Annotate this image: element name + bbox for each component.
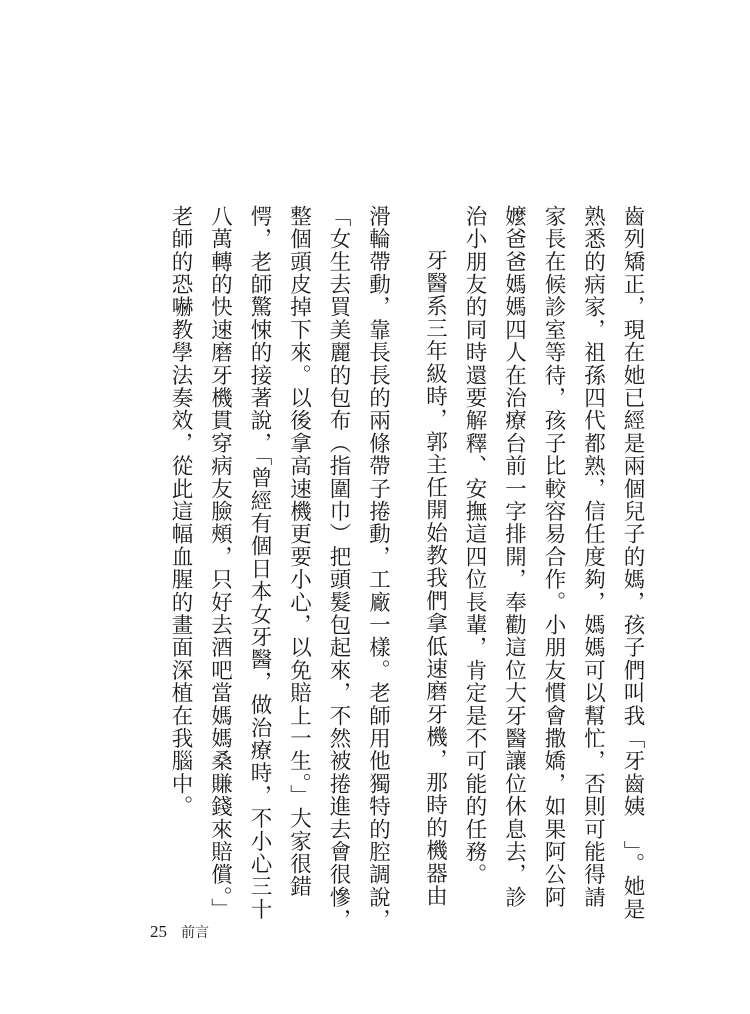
text-column: 「女生去買美麗的包布（指圍巾）把頭髮包起來，不然被捲進去會很慘， [326, 205, 351, 932]
text-column: 八萬轉的快速磨牙機貫穿病友臉頰，只好去酒吧當媽媽桑賺錢來賠償。」 [207, 205, 233, 921]
text-column: 治小朋友的同時還要解釋、安撫這四位長輩，肯定是不可能的任務。 [462, 205, 487, 886]
page-number: 25 [150, 922, 167, 941]
text-column: 熟悉的病家，祖孫四代都熟，信任度夠，媽媽可以幫忙，否則可能得請 [580, 205, 606, 909]
section-title: 前言 [181, 925, 209, 941]
text-column: 整個頭皮掉下來。以後拿高速機更要小心，以免賠上一生。」大家很錯 [286, 205, 312, 898]
text-column: 家長在候診室等待，孩子比較容易合作。小朋友慣會撒嬌，如果阿公阿 [541, 205, 566, 909]
text-column: 老師的恐嚇教學法奏效，從此這幅血腥的畫面深植在我腦中。 [168, 205, 193, 818]
text-column: 愕，老師驚悚的接著說，「曾經有個日本女牙醫，做治療時，不小心三十 [247, 205, 272, 921]
text-column: 齒列矯正，現在她已經是兩個兒子的媽，孩子們叫我「牙齒姨 」。她是 [620, 205, 645, 921]
page-footer [150, 922, 209, 942]
text-column: 嬤爸爸媽媽四人在治療台前一字排開，奉勸這位大牙醫讓位休息去，診 [501, 205, 527, 909]
paragraph-start-column: 牙醫系三年級時，郭主任開始教我們拿低速磨牙機，那時的機器由 [422, 249, 448, 908]
text-column: 滑輪帶動，靠長長的兩條帶子捲動，工廠一樣。老師用他獨特的腔調說， [365, 205, 391, 932]
